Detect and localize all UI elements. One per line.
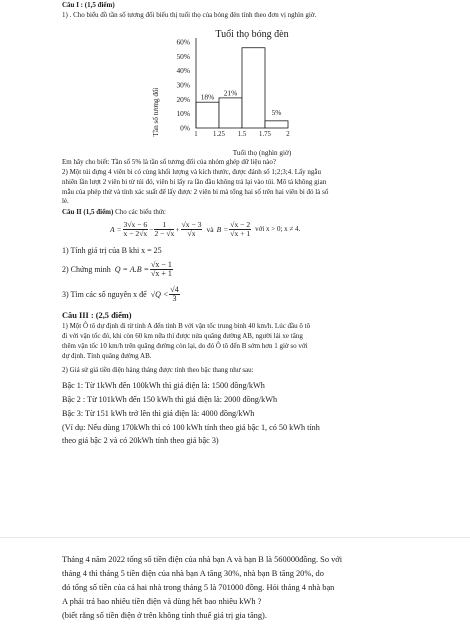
section-2-item-2 <box>62 258 174 280</box>
a-frac3-num: √x − 3 <box>181 219 202 229</box>
section-3-p1-line-2: đi với vận tốc đó, khi còn 60 km nữa thì được nửa quãng đường AB, người lái xe tăng <box>62 332 303 340</box>
a-frac3-den: √x <box>187 228 196 238</box>
section-3-title: Câu III : (2,5 điểm) <box>62 311 132 320</box>
section-3-p1-line-3: thêm vận tốc 10 km/h trên quãng đường còn lại, do đó Ô tô đến B sớm hơn 1 giờ so với <box>62 342 308 350</box>
a-fraction-1 <box>123 221 149 238</box>
item-2-fraction <box>150 261 173 278</box>
histogram-bar <box>219 98 242 128</box>
page-separator <box>0 537 470 538</box>
example-line-1: (Ví dụ: Nếu dùng 170kWh thì có 100 kWh tính theo giá bậc 1, có 50 kWh tính <box>62 423 320 432</box>
section-3-p2-intro: 2) Giả sử giá tiền điện hàng tháng được tính theo bậc thang như sau: <box>62 366 254 374</box>
chart-title: Tuổi thọ bóng đèn <box>215 29 289 40</box>
x-tick-label: 1.25 <box>213 131 225 138</box>
item-2-equation: Q = A.B = <box>114 264 149 274</box>
item-3-prefix: 3) Tìm các số nguyên x để <box>62 289 147 299</box>
chart-y-axis-label: Tần số tương đối <box>152 87 160 137</box>
item-3-num: √4 <box>170 284 179 294</box>
a-fraction-2 <box>154 221 174 238</box>
b-frac-num: √x − 2 <box>230 219 251 229</box>
bar-data-label: 21% <box>223 88 238 98</box>
x-tick-label: 2 <box>286 131 290 138</box>
chart-x-axis-label: Tuổi thọ (nghìn giờ) <box>232 149 292 157</box>
section-2-intro: Cho các biểu thức <box>113 208 166 216</box>
question-2-line-4: lẻ. <box>62 197 69 205</box>
example-line-2: theo giá bậc 2 và có 20kWh tính theo giá bậc 3) <box>62 436 219 445</box>
histogram-bar <box>196 102 219 128</box>
a-frac1-den: x − 2√x <box>123 228 148 238</box>
bar-data-label: 18% <box>200 92 215 102</box>
b-fraction <box>229 221 251 238</box>
histogram-bar <box>265 121 288 128</box>
section-2-title: Câu II (1,5 điểm) <box>62 208 114 216</box>
section-3-p1-line-1: 1) Một Ô tô dự định đi từ tỉnh A đến tỉnh B với vận tốc trung bình 40 km/h. Lúc đầu ô tô <box>62 322 311 330</box>
question-2-line-2: nhiên lần lượt 2 viên bi từ túi đó, viên bi lấy ra lần đầu không trả lại vào túi. Mô tả không gian <box>62 178 327 186</box>
a-fraction-3 <box>181 221 203 238</box>
x-tick-label: 1.75 <box>259 131 271 138</box>
expression-line <box>110 218 300 240</box>
a-lhs: A = <box>110 224 122 234</box>
question-1-text: 1) . Cho biểu đồ tần số tương đối biểu thị tuổi thọ của bóng đèn tính theo đơn vị nghìn giờ. <box>62 11 317 19</box>
bar-data-label: 5% <box>271 107 282 117</box>
histogram-chart <box>150 24 320 158</box>
item-3-den: 3 <box>172 293 177 303</box>
x-tick-label: 1 <box>194 131 198 138</box>
minus-sign: − <box>149 224 154 234</box>
question-2-line-3: mẫu của phép thử và tính xác suất để lấy được 2 viên bi mà tổng hai số trên hai viên bi đó là số <box>62 188 329 196</box>
y-tick-label: 40% <box>176 66 190 76</box>
question-2-line-1: 2) Một túi đựng 4 viên bi có cùng khối lượng và kích thước, được đánh số 1;2;3;4. Lấy ngẫu <box>62 168 321 176</box>
y-tick-label: 10% <box>176 109 190 119</box>
problem-line-1: Tháng 4 năm 2022 tổng số tiền điện của nhà bạn A và bạn B là 560000đồng. So với <box>62 555 343 564</box>
section-2-item-3 <box>62 283 181 305</box>
item-3-inequality: √Q < <box>150 289 169 299</box>
item-3-fraction <box>169 286 179 303</box>
plus-sign: + <box>175 224 180 234</box>
problem-line-2: tháng 4 thì tháng 5 tiền điện của nhà bạn A tăng 30%, nhà bạn B tăng 20%, do <box>62 569 324 578</box>
y-tick-label: 30% <box>176 80 190 90</box>
section-2-heading <box>62 208 166 217</box>
chart-question-text: Em hãy cho biết: Tần số 5% là tần số tương đối của nhóm ghép dữ liệu nào? <box>62 158 276 166</box>
tier-2-text: Bậc 2 : Từ 101kWh đến 150 kWh thì giá điện là: 2000 đồng/kWh <box>62 395 278 404</box>
histogram-bar <box>242 48 265 128</box>
section-2-item-1: 1) Tính giá trị của B khi x = 25 <box>62 246 162 255</box>
problem-line-5: (biết rằng số tiền điện ở trên không tính thuế giá trị gia tăng). <box>62 611 267 620</box>
problem-line-3: đó tổng số tiền của cả hai nhà trong tháng 5 là 701000 đồng. Hỏi tháng 4 nhà bạn <box>62 583 335 592</box>
y-tick-label: 50% <box>176 51 190 61</box>
condition-text: với x > 0; x ≠ 4. <box>255 224 301 233</box>
item-2-num: √x − 1 <box>150 259 172 269</box>
item-2-den: √x + 1 <box>150 268 172 278</box>
y-tick-label: 0% <box>180 123 190 133</box>
a-frac2-num: 1 <box>154 221 174 230</box>
a-frac1-num: 3√x − 6 <box>123 219 148 229</box>
tier-1-text: Bậc 1: Từ 1kWh đến 100kWh thì giá điện là: 1500 đồng/kWh <box>62 381 265 390</box>
section-3-p1-line-4: dự định. Tính quãng đường AB. <box>62 352 152 360</box>
problem-line-4: A phải trả bao nhiêu tiền điện và dùng hết bao nhiêu kWh ? <box>62 597 262 606</box>
x-tick-label: 1.5 <box>237 131 247 138</box>
b-frac-den: √x + 1 <box>230 228 251 238</box>
b-lhs: B = <box>216 224 229 234</box>
item-2-prefix: 2) Chứng minh <box>62 264 111 274</box>
tier-3-text: Bậc 3: Từ 151 kWh trở lên thì giá điện là: 4000 đồng/kWh <box>62 409 255 418</box>
y-tick-label: 60% <box>176 37 190 47</box>
question-header: Câu I : (1,5 điểm) <box>62 1 115 9</box>
and-word: và <box>206 224 214 234</box>
y-tick-label: 20% <box>176 94 190 104</box>
a-frac2-den: 2 − √x <box>154 228 175 238</box>
